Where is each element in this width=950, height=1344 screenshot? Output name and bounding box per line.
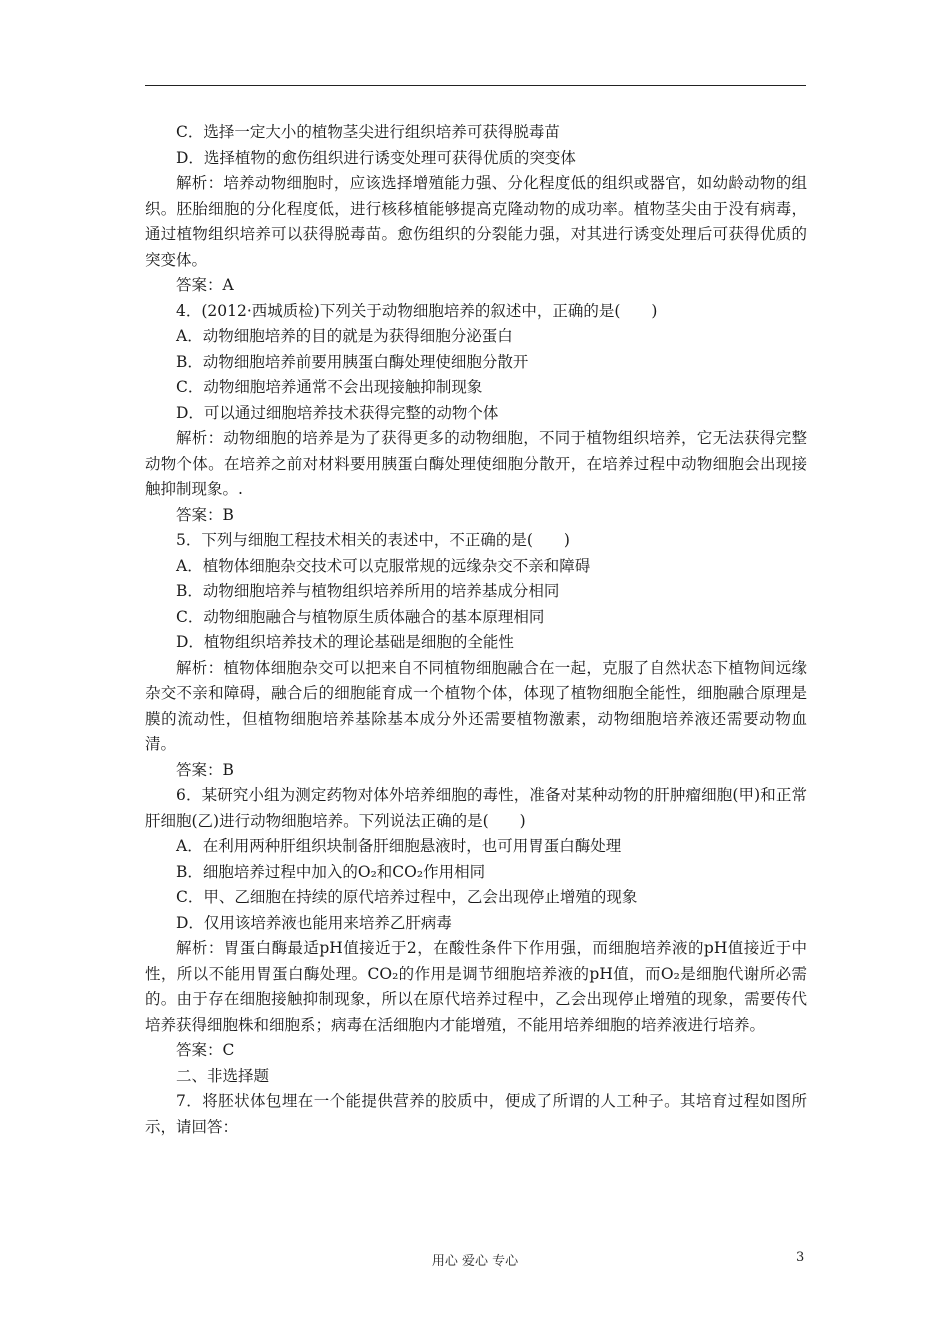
q4-option-b: B．动物细胞培养前要用胰蛋白酶处理使细胞分散开 (176, 352, 529, 371)
explanation-5: 解析：植物体细胞杂交可以把来自不同植物细胞融合在一起，克服了自然状态下植物间远缘杂交不亲和障碍，融合后的细胞能育成一个植物个体，体现了植物细胞全能性，细胞融合原理是膜的流动性，但植物细胞培养基除基本成分外还需要植物激素，动物细胞培养液还需要动物血清。 (145, 658, 807, 753)
document-body (145, 120, 807, 1140)
option-d: D．选择植物的愈伤组织进行诱变处理可获得优质的突变体 (176, 148, 576, 167)
answer-6: 答案：C (176, 1041, 235, 1059)
header-rule (145, 85, 806, 86)
question-7: 7．将胚状体包埋在一个能提供营养的胶质中，便成了所谓的人工种子。其培育过程如图所示，请回答： (145, 1092, 807, 1136)
q5-option-c: C．动物细胞融合与植物原生质体融合的基本原理相同 (176, 607, 545, 626)
q4-option-c: C．动物细胞培养通常不会出现接触抑制现象 (176, 378, 483, 396)
answer-5: 答案：B (176, 760, 234, 779)
q5-option-d: D．植物组织培养技术的理论基础是细胞的全能性 (176, 633, 514, 651)
q4-option-a: A．动物细胞培养的目的就是为获得细胞分泌蛋白 (176, 327, 513, 345)
explanation-6: 解析：胃蛋白酶最适pH值接近于2，在酸性条件下作用强，而细胞培养液的pH值接近于中性，所以不能用胃蛋白酶处理。CO₂的作用是调节细胞培养液的pH值，而O₂是细胞代谢所必需的。由于存在细胞接触抑制现象，所以在原代培养过程中，乙会出现停止增殖的现象，需要传代培养获得细胞株和细胞系；病毒在活细胞内才能增殖，不能用培养细胞的培养液进行培养。 (145, 939, 807, 1034)
question-4: 4．(2012·西城质检)下列关于动物细胞培养的叙述中，正确的是( ) (176, 301, 658, 320)
answer-3: 答案：A (176, 276, 234, 294)
q6-option-b: B．细胞培养过程中加入的O₂和CO₂作用相同 (176, 862, 486, 881)
question-5: 5．下列与细胞工程技术相关的表述中，不正确的是( ) (176, 531, 570, 549)
option-c: C．选择一定大小的植物茎尖进行组织培养可获得脱毒苗 (176, 123, 560, 141)
q6-option-c: C．甲、乙细胞在持续的原代培养过程中，乙会出现停止增殖的现象 (176, 888, 638, 906)
section-heading: 二、非选择题 (176, 1066, 270, 1085)
page-number: 3 (796, 1250, 805, 1265)
footer-slogan: 用心 爱心 专心 (431, 1254, 519, 1269)
explanation-4: 解析：动物细胞的培养是为了获得更多的动物细胞，不同于植物组织培养，它无法获得完整动物个体。在培养之前对材料要用胰蛋白酶处理使细胞分散开，在培养过程中动物细胞会出现接触抑制现象。. (145, 429, 807, 498)
q6-option-a: A．在利用两种肝组织块制备肝细胞悬液时，也可用胃蛋白酶处理 (176, 837, 622, 855)
q6-option-d: D．仅用该培养液也能用来培养乙肝病毒 (176, 913, 452, 932)
question-6: 6．某研究小组为测定药物对体外培养细胞的毒性，准备对某种动物的肝肿瘤细胞(甲)和正常肝细胞(乙)进行动物细胞培养。下列说法正确的是( ) (145, 786, 807, 830)
q5-option-b: B．动物细胞培养与植物组织培养所用的培养基成分相同 (176, 582, 560, 600)
explanation-3: 解析：培养动物细胞时，应该选择增殖能力强、分化程度低的组织或器官，如幼龄动物的组织。胚胎细胞的分化程度低，进行核移植能够提高克隆动物的成功率。植物茎尖由于没有病毒，通过植物组织培养可以获得脱毒苗。愈伤组织的分裂能力强，对其进行诱变处理后可获得优质的突变体。 (145, 174, 807, 269)
q4-option-d: D．可以通过细胞培养技术获得完整的动物个体 (176, 403, 499, 422)
q5-option-a: A．植物体细胞杂交技术可以克服常规的远缘杂交不亲和障碍 (176, 556, 591, 575)
answer-4: 答案：B (176, 505, 234, 524)
